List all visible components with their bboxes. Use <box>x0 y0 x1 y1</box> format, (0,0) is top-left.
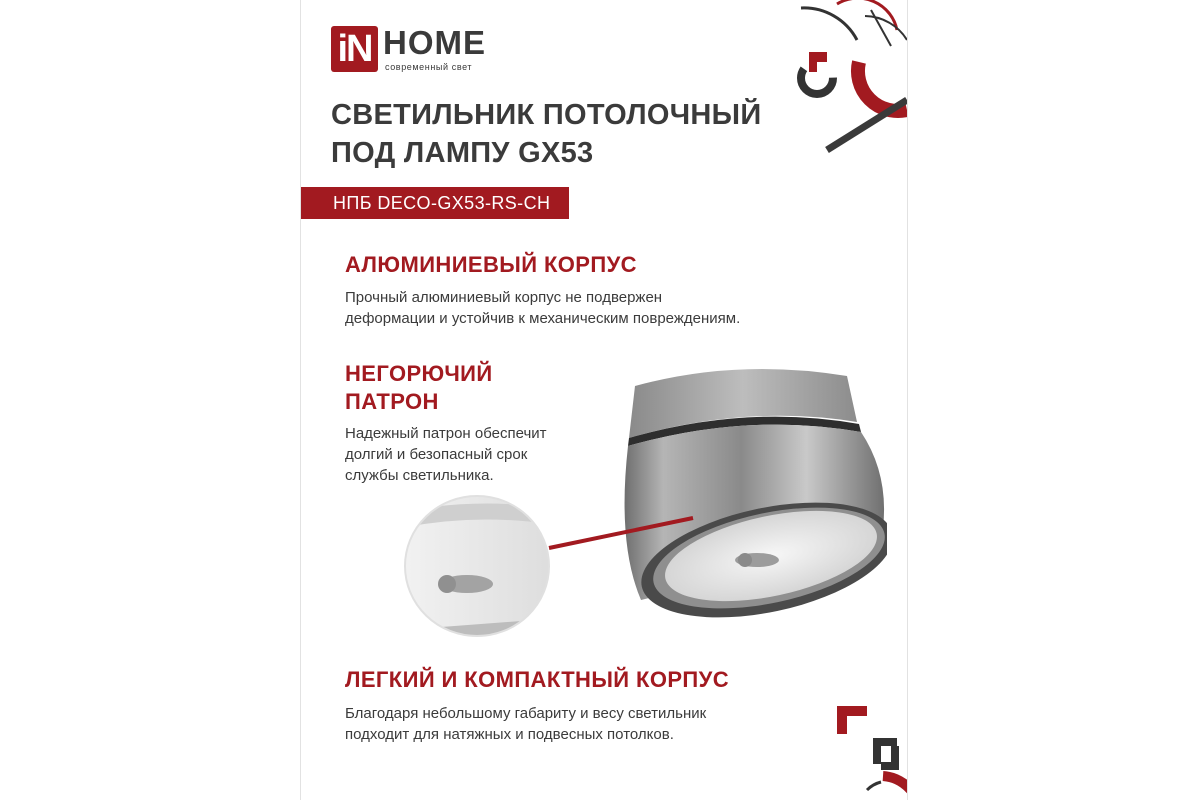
title-line-1: СВЕТИЛЬНИК ПОТОЛОЧНЫЙ <box>331 99 762 131</box>
feature-1-text-line-2: деформации и устойчив к механическим повреждениям. <box>345 310 741 327</box>
feature-1-text-line-1: Прочный алюминиевый корпус не подвержен <box>345 289 663 306</box>
feature-1-text <box>345 287 740 329</box>
feature-2-heading-line-1: НЕГОРЮЧИЙ <box>345 361 493 386</box>
detail-zoom-image <box>401 492 701 642</box>
title-line-2: ПОД ЛАМПУ GX53 <box>331 137 594 169</box>
feature-3-text <box>345 703 706 745</box>
feature-2-text-line-2: долгий и безопасный срок <box>345 446 528 463</box>
feature-1-heading: АЛЮМИНИЕВЫЙ КОРПУС <box>345 252 637 277</box>
decorative-shapes-bottom <box>821 698 907 800</box>
feature-3-text-line-1: Благодаря небольшому габариту и весу светильник <box>345 705 707 722</box>
logo-tagline: современный свет <box>385 62 473 72</box>
feature-2-text-line-1: Надежный патрон обеспечит <box>345 425 547 442</box>
feature-2-text-line-3: службы светильника. <box>345 467 494 484</box>
logo-brand: HOME <box>383 24 486 61</box>
brand-logo <box>331 26 501 74</box>
product-card <box>301 0 907 800</box>
feature-2-heading-line-2: ПАТРОН <box>345 389 439 414</box>
logo-mark: iN <box>331 26 378 72</box>
feature-3-heading: ЛЕГКИЙ И КОМПАКТНЫЙ КОРПУС <box>345 667 730 692</box>
feature-2-heading <box>345 360 493 416</box>
feature-3-text-line-2: подходит для натяжных и подвесных потолков. <box>345 726 674 743</box>
decorative-shapes-top <box>787 0 907 160</box>
product-title <box>331 96 801 172</box>
feature-2-text <box>345 423 547 486</box>
model-badge: НПБ DECO-GX53-RS-CH <box>301 187 569 219</box>
